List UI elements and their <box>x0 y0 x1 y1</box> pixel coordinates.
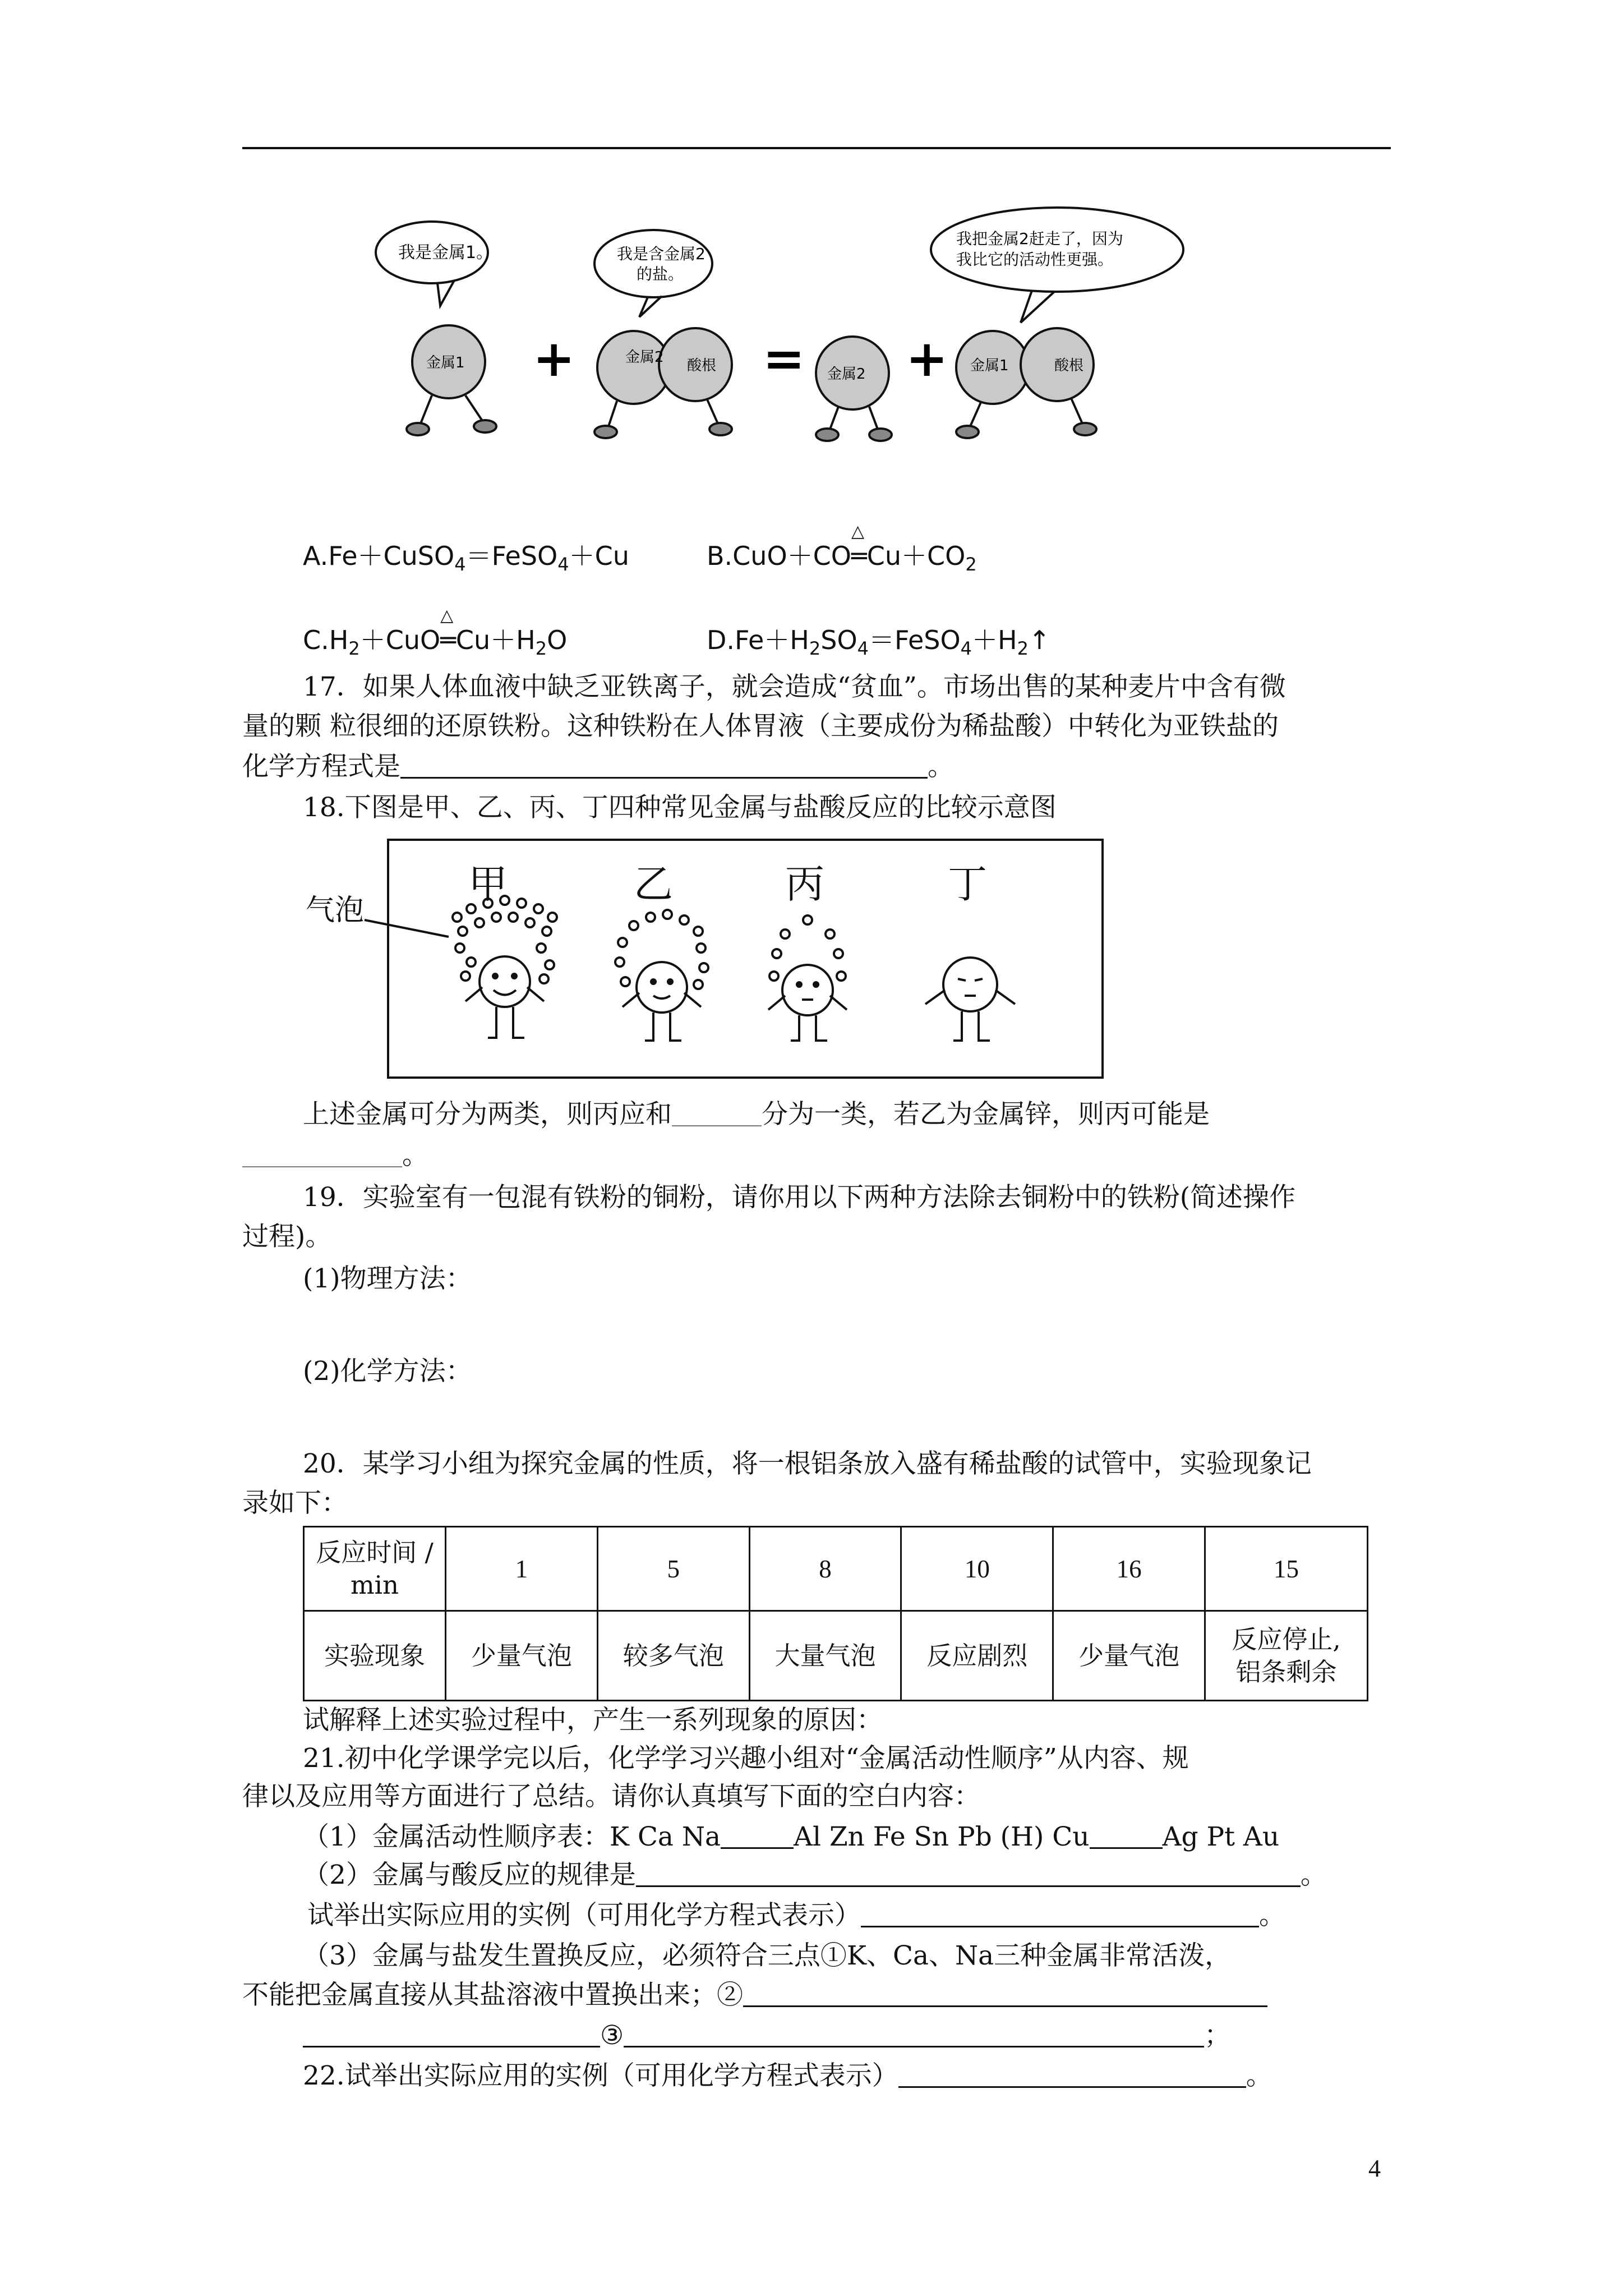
svg-text:+: + <box>533 329 575 388</box>
q21-line2: 律以及应用等方面进行了总结。请你认真填写下面的空白内容： <box>242 1781 980 1812</box>
q20-line1: 20．某学习小组为探究金属的性质，将一根铝条放入盛有稀盐酸的试管中，实验现象记 <box>303 1448 1312 1479</box>
q18-answer-line: 上述金属可分为两类，则丙应和 分为一类，若乙为金属锌，则丙可能是 <box>303 1099 1210 1130</box>
table-row <box>304 1611 1368 1701</box>
label-yi: 乙 <box>634 861 673 907</box>
svg-text:的盐。: 的盐。 <box>637 265 684 283</box>
q19-physical: (1)物理方法： <box>303 1263 472 1294</box>
table-cell: 少量气泡 <box>1053 1611 1205 1701</box>
table-cell: 反应剧烈 <box>901 1611 1053 1701</box>
metal-yi <box>615 910 708 1041</box>
q18-title: 18.下图是甲、乙、丙、丁四种常见金属与盐酸反应的比较示意图 <box>303 792 1057 823</box>
svg-text:金属1: 金属1 <box>426 355 465 371</box>
svg-text:我比它的活动性更强。: 我比它的活动性更强。 <box>956 250 1114 269</box>
table-row <box>304 1527 1368 1611</box>
bubble-label: 气泡 <box>306 894 365 927</box>
q17-line1: 17．如果人体血液中缺乏亚铁离子，就会造成“贫血”。市场出售的某种麦片中含有微 <box>303 671 1286 702</box>
q21-s3-line1: （3）金属与盐发生置换反应，必须符合三点①K、Ca、Na三种金属非常活泼， <box>303 1940 1232 1971</box>
metal-bing <box>768 915 847 1041</box>
table-cell: 反应停止, 铝条剩余 <box>1205 1611 1368 1701</box>
q20-after: 试解释上述实验过程中，产生一系列现象的原因： <box>303 1705 883 1736</box>
svg-text:金属1: 金属1 <box>970 357 1009 374</box>
q19-chemical: (2)化学方法： <box>303 1356 472 1387</box>
q22: 22.试举出实际应用的实例（可用化学方程式表示） 。 <box>303 2060 1272 2091</box>
answer-blank[interactable] <box>672 1103 762 1126</box>
bubbles-figure <box>359 892 1088 1071</box>
option-c: $C.H_2+CuO$ △ $═Cu+H_2O$ <box>303 606 568 660</box>
q19-line2: 过程)。 <box>242 1221 332 1252</box>
svg-text:酸根: 酸根 <box>687 357 717 374</box>
label-jia: 甲 <box>468 861 508 907</box>
table-header-observation: 实验现象 <box>304 1611 446 1701</box>
svg-text:金属2: 金属2 <box>625 349 664 366</box>
q21-s1: （1）金属活动性顺序表：K Ca Na Al Zn Fe Sn Pb (H) Cu Ag Pt Au <box>303 1821 1280 1852</box>
svg-text:金属2: 金属2 <box>827 366 866 383</box>
displacement-reaction-figure <box>370 202 1211 466</box>
table-cell: 15 <box>1205 1527 1368 1611</box>
observation-table <box>303 1526 1368 1701</box>
speech-bubble-displace <box>931 208 1183 292</box>
option-d: $D.Fe+H_2SO_4=FeSO_4+H_2↑$ <box>707 625 1050 660</box>
q17-line3: 化学方程式是 。 <box>242 751 954 782</box>
table-cell: 16 <box>1053 1527 1205 1611</box>
metal-jia <box>453 896 557 1038</box>
q21-s3-line3: ③ ； <box>303 2022 1230 2050</box>
q21-s2-example: 试举出实际应用的实例（可用化学方程式表示） 。 <box>307 1900 1285 1931</box>
svg-text:酸根: 酸根 <box>1054 357 1084 374</box>
q21-s3-line2: 不能把金属直接从其盐溶液中置换出来；② <box>242 1981 1267 2009</box>
q21-s2: （2）金属与酸反应的规律是 。 <box>303 1860 1327 1890</box>
q17-line2: 量的颗 粒很细的还原铁粉。这种铁粉在人体胃液（主要成份为稀盐酸）中转化为亚铁盐的 <box>242 711 1279 742</box>
q21-line1: 21.初中化学课学完以后，化学学习兴趣小组对“金属活动性顺序”从内容、规 <box>303 1743 1189 1774</box>
page-number: 4 <box>1368 2155 1381 2182</box>
answer-blank[interactable] <box>303 2023 600 2047</box>
table-cell: 5 <box>597 1527 749 1611</box>
answer-blank[interactable] <box>242 1144 402 1167</box>
q18-answer-line2: 。 <box>242 1142 428 1170</box>
svg-text:+: + <box>906 329 948 388</box>
svg-text:我是含金属2: 我是含金属2 <box>617 245 706 263</box>
answer-blank[interactable] <box>743 1983 1267 2007</box>
svg-text:=: = <box>763 329 805 388</box>
q20-line2: 录如下： <box>242 1488 348 1519</box>
option-a: A.Fe＋CuSO$_4$＝FeSO$_4$＋Cu <box>303 541 629 576</box>
table-cell: 大量气泡 <box>749 1611 901 1701</box>
option-b: B.CuO＋CO △ $═Cu+CO_2$ <box>707 522 977 576</box>
svg-text:我把金属2赶走了，因为: 我把金属2赶走了，因为 <box>956 229 1123 248</box>
table-cell: 少量气泡 <box>446 1611 598 1701</box>
table-cell: 8 <box>749 1527 901 1611</box>
table-cell: 10 <box>901 1527 1053 1611</box>
speech-bubble-salt <box>594 230 712 297</box>
answer-blank[interactable] <box>624 2023 1204 2047</box>
label-bing: 丙 <box>785 861 824 907</box>
answer-blank[interactable] <box>721 1825 794 1849</box>
answer-blank[interactable] <box>400 754 928 779</box>
answer-blank[interactable] <box>861 1903 1259 1927</box>
answer-blank[interactable] <box>898 2064 1246 2088</box>
header-rule <box>242 147 1391 149</box>
label-ding: 丁 <box>948 861 987 907</box>
table-cell: 较多气泡 <box>597 1611 749 1701</box>
answer-blank[interactable] <box>636 1863 1301 1887</box>
answer-blank[interactable] <box>1090 1825 1163 1849</box>
table-header-time: 反应时间 / min <box>304 1527 446 1611</box>
q19-line1: 19．实验室有一包混有铁粉的铜粉，请你用以下两种方法除去铜粉中的铁粉(简述操作 <box>303 1182 1296 1213</box>
bubble-text-metal1: 我是金属1。 <box>398 243 494 263</box>
table-cell: 1 <box>446 1527 598 1611</box>
metal-ding <box>925 958 1015 1041</box>
